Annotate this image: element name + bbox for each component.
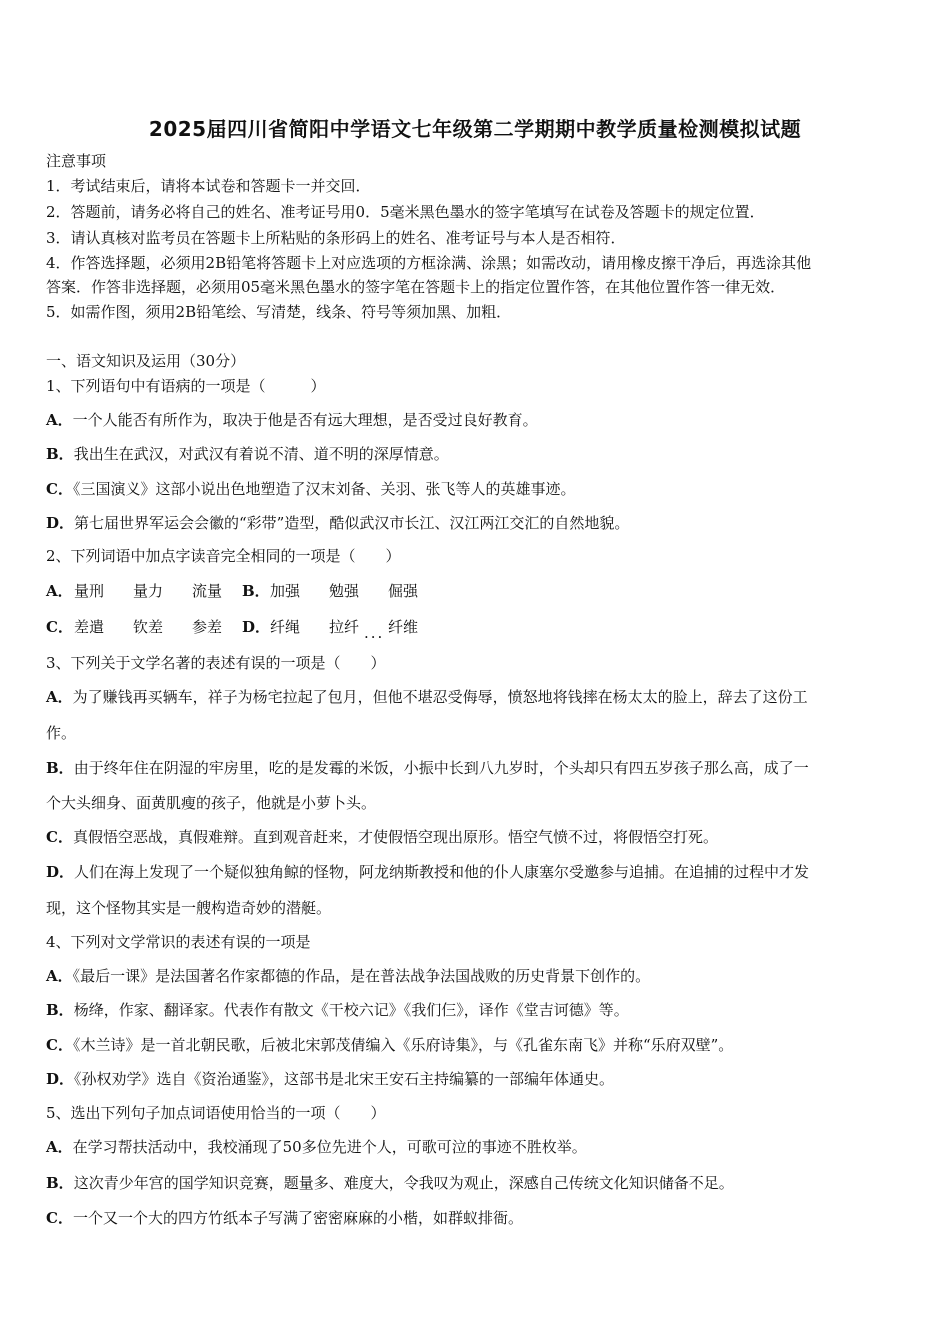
option-label: B． xyxy=(46,445,74,463)
q2-word: 钦差 xyxy=(133,618,164,636)
option-text: 一个又一个大的四方竹纸本子写满了密密麻麻的小楷，如群蚁排衙。 xyxy=(72,1209,523,1227)
option-text: 第七届世界军运会会徽的“彩带”造型，酷似武汉市长江、汉江两江交汇的自然地貌。 xyxy=(74,514,630,532)
q2-word: 拉纤 xyxy=(329,618,360,636)
q2-word: 纤绳 xyxy=(270,618,301,636)
notice-item: 答案．作答非选择题，必须用05毫米黑色墨水的签字笔在答题卡上的指定位置作答，在其他位置作答一律无效． xyxy=(46,278,786,296)
option-text: 《三国演义》这部小说出色地塑造了汉末刘备、关羽、张飞等人的英雄事迹。 xyxy=(72,480,576,498)
q4-stem: 4、下列对文学常识的表述有误的一项是 xyxy=(46,933,311,951)
q3-option-d-cont: 现，这个怪物其实是一艘构造奇妙的潜艇。 xyxy=(46,899,332,917)
option-label: C． xyxy=(46,828,73,846)
option-label: B． xyxy=(46,1174,74,1192)
option-text: 为了赚钱再买辆车，祥子为杨宅拉起了包月，但他不堪忍受侮辱，愤怒地将钱摔在杨太太的脸上，辞去了这份工 xyxy=(72,688,808,706)
q5-option-b xyxy=(46,1173,734,1193)
option-text: 一个人能否有所作为，取决于他是否有远大理想，是否受过良好教育。 xyxy=(72,411,538,429)
q2-option-a-label: A． xyxy=(46,582,73,600)
q2-word: 量刑 xyxy=(74,582,105,600)
q2-word: 勉强 xyxy=(329,582,360,600)
option-label: A． xyxy=(46,688,73,706)
option-label: C． xyxy=(46,480,73,498)
q2-word: 差遣 xyxy=(74,618,105,636)
option-label: A． xyxy=(46,967,73,985)
emphasis-dots: ... xyxy=(364,624,385,642)
q3-stem: 3、下列关于文学名著的表述有误的一项是（ ） xyxy=(46,654,386,672)
q3-option-d xyxy=(46,862,809,882)
option-text: 杨绛，作家、翻译家。代表作有散文《干校六记》《我们仨》，译作《堂吉诃德》等。 xyxy=(73,1001,629,1019)
option-text: 我出生在武汉，对武汉有着说不清、道不明的深厚情意。 xyxy=(73,445,449,463)
notice-heading: 注意事项 xyxy=(46,152,107,170)
notice-item: 1．考试结束后，请将本试卷和答题卡一并交回． xyxy=(46,177,371,195)
q3-option-c xyxy=(46,827,718,847)
option-label: D． xyxy=(46,863,75,881)
option-label: D． xyxy=(46,514,75,532)
q3-option-b-cont: 个大头细身、面黄肌瘦的孩子，他就是小萝卜头。 xyxy=(46,794,377,812)
q2-option-d-label: D． xyxy=(242,618,271,636)
option-text: 在学习帮扶活动中，我校涌现了50多位先进个人，可歌可泣的事迹不胜枚举。 xyxy=(72,1138,587,1156)
notice-item: 2．答题前，请务必将自己的姓名、准考证号用0．5毫米黑色墨水的签字笔填写在试卷及答题卡的规定位置． xyxy=(46,203,765,221)
q2-word: 流量 xyxy=(192,582,223,600)
q2-word: 纤维 xyxy=(388,618,419,636)
q1-option-d xyxy=(46,513,629,533)
exam-title: 2025届四川省简阳中学语文七年级第二学期期中教学质量检测模拟试题 xyxy=(148,117,802,141)
q2-word: 参差 xyxy=(192,618,223,636)
q3-option-a xyxy=(46,687,808,707)
option-text: 由于终年住在阴湿的牢房里，吃的是发霉的米饭，小振中长到八九岁时，个头却只有四五岁孩子那么高，成了一 xyxy=(73,759,809,777)
option-label: A． xyxy=(46,411,73,429)
q2-option-c-label: C． xyxy=(46,618,73,636)
option-label: C． xyxy=(46,1209,73,1227)
q1-option-a xyxy=(46,410,538,430)
notice-item: 3．请认真核对监考员在答题卡上所粘贴的条形码上的姓名、准考证号与本人是否相符． xyxy=(46,229,626,247)
notice-item: 4．作答选择题，必须用2B铅笔将答题卡上对应选项的方框涂满、涂黑；如需改动，请用橡皮擦干净后，再选涂其他 xyxy=(46,254,812,272)
section-heading: 一、语文知识及运用（30分） xyxy=(46,352,246,370)
option-label: C． xyxy=(46,1036,73,1054)
notice-item: 5．如需作图，须用2B铅笔绘、写清楚，线条、符号等须加黑、加粗． xyxy=(46,303,512,321)
option-label: A． xyxy=(46,1138,73,1156)
q2-word: 加强 xyxy=(270,582,301,600)
q2-stem: 2、下列词语中加点字读音完全相同的一项是（ ） xyxy=(46,547,401,565)
q1-option-b xyxy=(46,444,449,464)
q1-option-c xyxy=(46,479,575,499)
option-label: B． xyxy=(46,1001,74,1019)
q3-option-a-cont: 作。 xyxy=(46,724,77,742)
q4-option-b xyxy=(46,1000,629,1020)
option-text: 真假悟空恶战，真假难辩。直到观音赶来，才使假悟空现出原形。悟空气愤不过，将假悟空打死。 xyxy=(72,828,718,846)
q4-option-d xyxy=(46,1069,614,1089)
option-text: 这次青少年宫的国学知识竞赛，题量多、难度大，令我叹为观止，深感自己传统文化知识储备不足。 xyxy=(73,1174,734,1192)
q4-option-a xyxy=(46,966,650,986)
option-text: 《木兰诗》是一首北朝民歌，后被北宋郭茂倩编入《乐府诗集》，与《孔雀东南飞》并称“乐府双壁”。 xyxy=(72,1036,734,1054)
q2-option-b-label: B． xyxy=(242,582,270,600)
q5-stem: 5、选出下列句子加点词语使用恰当的一项（ ） xyxy=(46,1104,386,1122)
option-text: 人们在海上发现了一个疑似独角鲸的怪物，阿龙纳斯教授和他的仆人康塞尔受邀参与追捕。在追捕的过程中才发 xyxy=(74,863,810,881)
q3-option-b xyxy=(46,758,809,778)
q1-stem: 1、下列语句中有语病的一项是（ ） xyxy=(46,377,326,395)
q4-option-c xyxy=(46,1035,733,1055)
q2-word: 量力 xyxy=(133,582,164,600)
option-label: B． xyxy=(46,759,74,777)
option-text: 《最后一课》是法国著名作家都德的作品，是在普法战争法国战败的历史背景下创作的。 xyxy=(72,967,651,985)
q5-option-c xyxy=(46,1208,523,1228)
option-label: D． xyxy=(46,1070,75,1088)
q2-word: 倔强 xyxy=(388,582,419,600)
q5-option-a xyxy=(46,1137,587,1157)
option-text: 《孙权劝学》选自《资治通鉴》，这部书是北宋王安石主持编纂的一部编年体通史。 xyxy=(74,1070,615,1088)
